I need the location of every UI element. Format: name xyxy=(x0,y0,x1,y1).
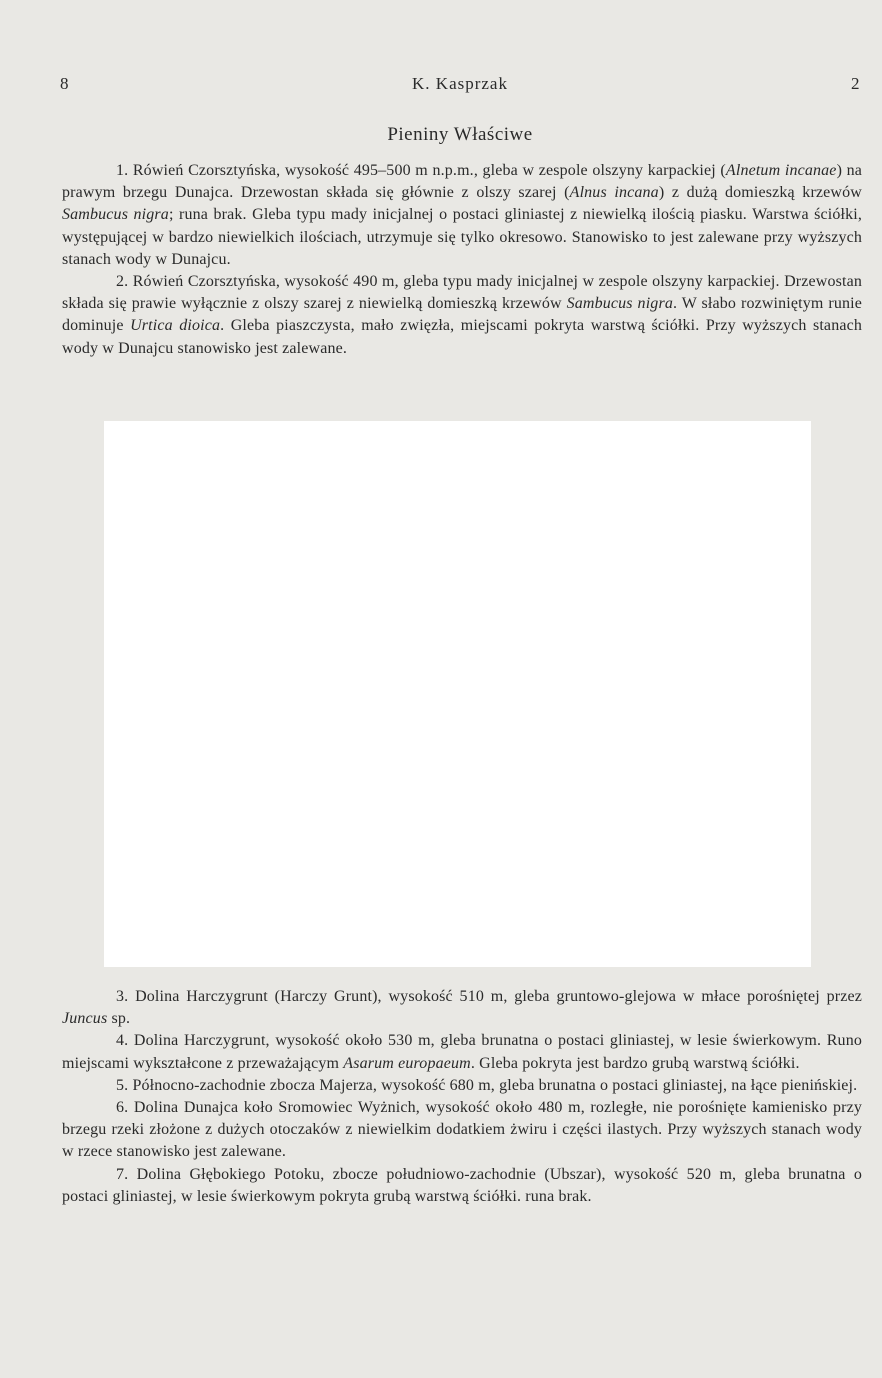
page-number: 8 xyxy=(60,74,69,93)
entry-3 xyxy=(62,986,862,1030)
entry-1 xyxy=(62,160,862,271)
text-run: 4. Dolina Harczygrunt, wysokość około 530 m, gleba brunatna o postaci gliniastej, w lesie świerkowym. Runo miejscami wykształcone z przeważającym xyxy=(62,1032,862,1072)
text-run: . W słabo rozwiniętym runie dominuje xyxy=(62,295,862,335)
entry-4 xyxy=(62,1030,862,1074)
text-run: 7. Dolina Głębokiego Potoku, zbocze południowo-zachodnie (Ubszar), wysokość 520 m, gleba brunatna o postaci gliniastej, w lesie świerkowym pokryta grubą warstwą ściółki. runa brak. xyxy=(62,1165,862,1205)
text-run: 3. Dolina Harczygrunt (Harczy Grunt), wysokość 510 m, gleba gruntowo-glejowa w młace porośniętej przez xyxy=(116,988,862,1005)
text-block-lower xyxy=(62,986,862,1208)
taxon-name: Sambucus nigra xyxy=(566,295,673,313)
taxon-name: Juncus xyxy=(62,1010,108,1028)
text-run: 2. Rówień Czorsztyńska, wysokość 490 m, gleba typu mady inicjalnej w zespole olszyny karpackiej. Drzewostan składa się prawie wyłącznie z olszy szarej z niewielką domieszką krzewów xyxy=(62,273,862,313)
entry-2 xyxy=(62,271,862,360)
entry-5 xyxy=(62,1075,862,1097)
text-run: 1. Rówień Czorsztyńska, wysokość 495–500 m n.p.m., gleba w zespole olszyny karpackiej ( xyxy=(116,162,726,179)
taxon-name: Sambucus nigra xyxy=(62,206,169,224)
taxon-name: Urtica dioica xyxy=(130,317,221,335)
section-title: Pieniny Właściwe xyxy=(387,124,533,145)
running-header xyxy=(60,74,860,98)
figure-blank-area xyxy=(104,421,811,967)
entry-6 xyxy=(62,1097,862,1164)
text-run: ) z dużą domieszką krzewów xyxy=(658,184,862,202)
running-author: K. Kasprzak xyxy=(412,74,508,93)
taxon-name: Asarum europaeum xyxy=(343,1054,471,1072)
taxon-name: Alnetum incanae xyxy=(725,162,837,179)
text-run: sp. xyxy=(107,1010,131,1028)
text-run: . Gleba piaszczysta, mało zwięzła, miejscami pokryta warstwą ściółki. Przy wyższych stanach wody w Dunajcu stanowisko jest zalewane. xyxy=(62,317,862,357)
text-run: 6. Dolina Dunajca koło Sromowiec Wyżnich, wysokość około 480 m, rozległe, nie porośnięte kamienisko przy brzegu rzeki złożone z dużych otoczaków z niewielkim dodatkiem żwiru i części ilastych. Przy wyższych stanach wody w rzece stanowisko jest zalewane. xyxy=(62,1099,862,1161)
text-run: ) na prawym brzegu Dunajca. Drzewostan składa się głównie z olszy szarej ( xyxy=(62,162,863,202)
text-run: 5. Północno-zachodnie zbocza Majerza, wysokość 680 m, gleba brunatna o postaci gliniastej, na łące pienińskiej. xyxy=(116,1076,858,1094)
text-run: . Gleba pokryta jest bardzo grubą warstwą ściółki. xyxy=(470,1054,800,1072)
taxon-name: Alnus incana xyxy=(569,184,659,202)
volume-number: 2 xyxy=(851,74,860,93)
entry-7 xyxy=(62,1164,862,1208)
text-run: ; runa brak. Gleba typu mady inicjalnej o postaci gliniastej z niewielką ilością piasku. Warstwa ściółki, występującej w bardzo niewielkich ilościach, utrzymuje się tylko okresowo. Stanowisko to jest zalewane przy wyższych stanach wody w Dunajcu. xyxy=(62,206,863,268)
text-block-upper xyxy=(62,160,862,360)
